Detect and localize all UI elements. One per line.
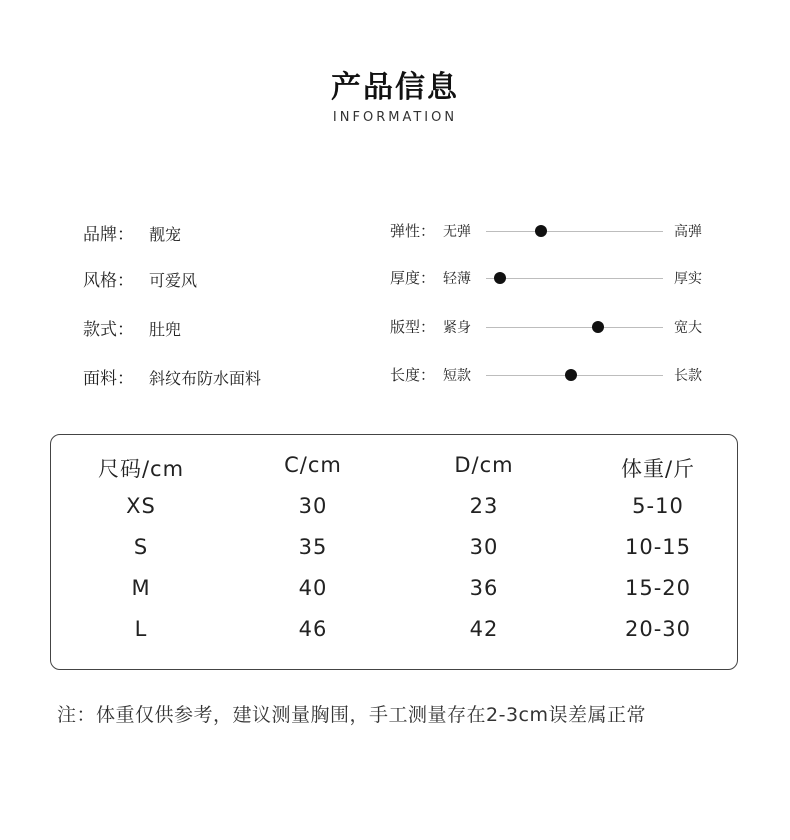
- table-cell: 42: [469, 617, 499, 641]
- table-cell: L: [134, 617, 148, 641]
- spec-high-label: 厚实: [674, 271, 702, 287]
- spec-scale-line: [486, 278, 663, 279]
- spec-thickness: [390, 267, 710, 291]
- attribute-label: 风格：: [83, 271, 134, 291]
- table-cell: 15-20: [624, 576, 692, 600]
- table-cell: 20-30: [624, 617, 692, 641]
- spec-scale-line: [486, 231, 663, 232]
- attribute-style: [83, 266, 197, 291]
- spec-level-dot: [535, 225, 547, 237]
- spec-elasticity: [390, 220, 710, 244]
- spec-high-label: 宽大: [674, 320, 702, 336]
- attribute-value: 可爱风: [149, 271, 198, 290]
- attribute-label: 品牌：: [83, 225, 134, 245]
- attribute-label: 款式：: [83, 320, 134, 340]
- table-cell: 30: [298, 494, 328, 518]
- spec-level-dot: [494, 272, 506, 284]
- table-header: 体重/斤: [620, 457, 696, 481]
- spec-scale-line: [486, 327, 663, 328]
- spec-low-label: 无弹: [443, 224, 471, 240]
- spec-length: [390, 364, 710, 388]
- spec-level-dot: [592, 321, 604, 333]
- size-table: [50, 434, 738, 670]
- spec-level-dot: [565, 369, 577, 381]
- table-cell: 36: [469, 576, 499, 600]
- spec-low-label: 紧身: [443, 320, 471, 336]
- table-cell: 30: [469, 535, 499, 559]
- attribute-brand: [83, 220, 181, 245]
- attribute-value: 靓宠: [149, 225, 182, 244]
- table-header: 尺码/cm: [97, 457, 185, 481]
- table-cell: M: [131, 576, 151, 600]
- attribute-label: 面料：: [83, 369, 134, 389]
- spec-label: 弹性：: [390, 222, 436, 240]
- table-cell: 23: [469, 494, 499, 518]
- table-cell: 5-10: [632, 494, 684, 518]
- attribute-value: 斜纹布防水面料: [149, 369, 262, 388]
- attribute-type: [83, 315, 181, 340]
- spec-low-label: 轻薄: [443, 271, 471, 287]
- footnote: 注：体重仅供参考，建议测量胸围，手工测量存在2-3cm误差属正常: [57, 704, 646, 726]
- spec-fit: [390, 316, 710, 340]
- spec-high-label: 长款: [674, 368, 702, 384]
- page-subtitle: INFORMATION: [332, 110, 458, 125]
- spec-high-label: 高弹: [674, 224, 702, 240]
- table-cell: XS: [126, 494, 156, 518]
- spec-label: 版型：: [390, 318, 436, 336]
- spec-label: 厚度：: [390, 269, 436, 287]
- spec-low-label: 短款: [443, 368, 471, 384]
- table-header: D/cm: [454, 453, 514, 477]
- table-cell: 40: [298, 576, 328, 600]
- spec-label: 长度：: [390, 366, 436, 384]
- page-title: 产品信息: [331, 70, 459, 105]
- table-cell: 35: [298, 535, 328, 559]
- table-header: C/cm: [284, 453, 342, 477]
- table-cell: 46: [298, 617, 328, 641]
- table-cell: 10-15: [624, 535, 692, 559]
- attribute-value: 肚兜: [149, 320, 182, 339]
- table-cell: S: [133, 535, 149, 559]
- attribute-fabric: [83, 364, 261, 389]
